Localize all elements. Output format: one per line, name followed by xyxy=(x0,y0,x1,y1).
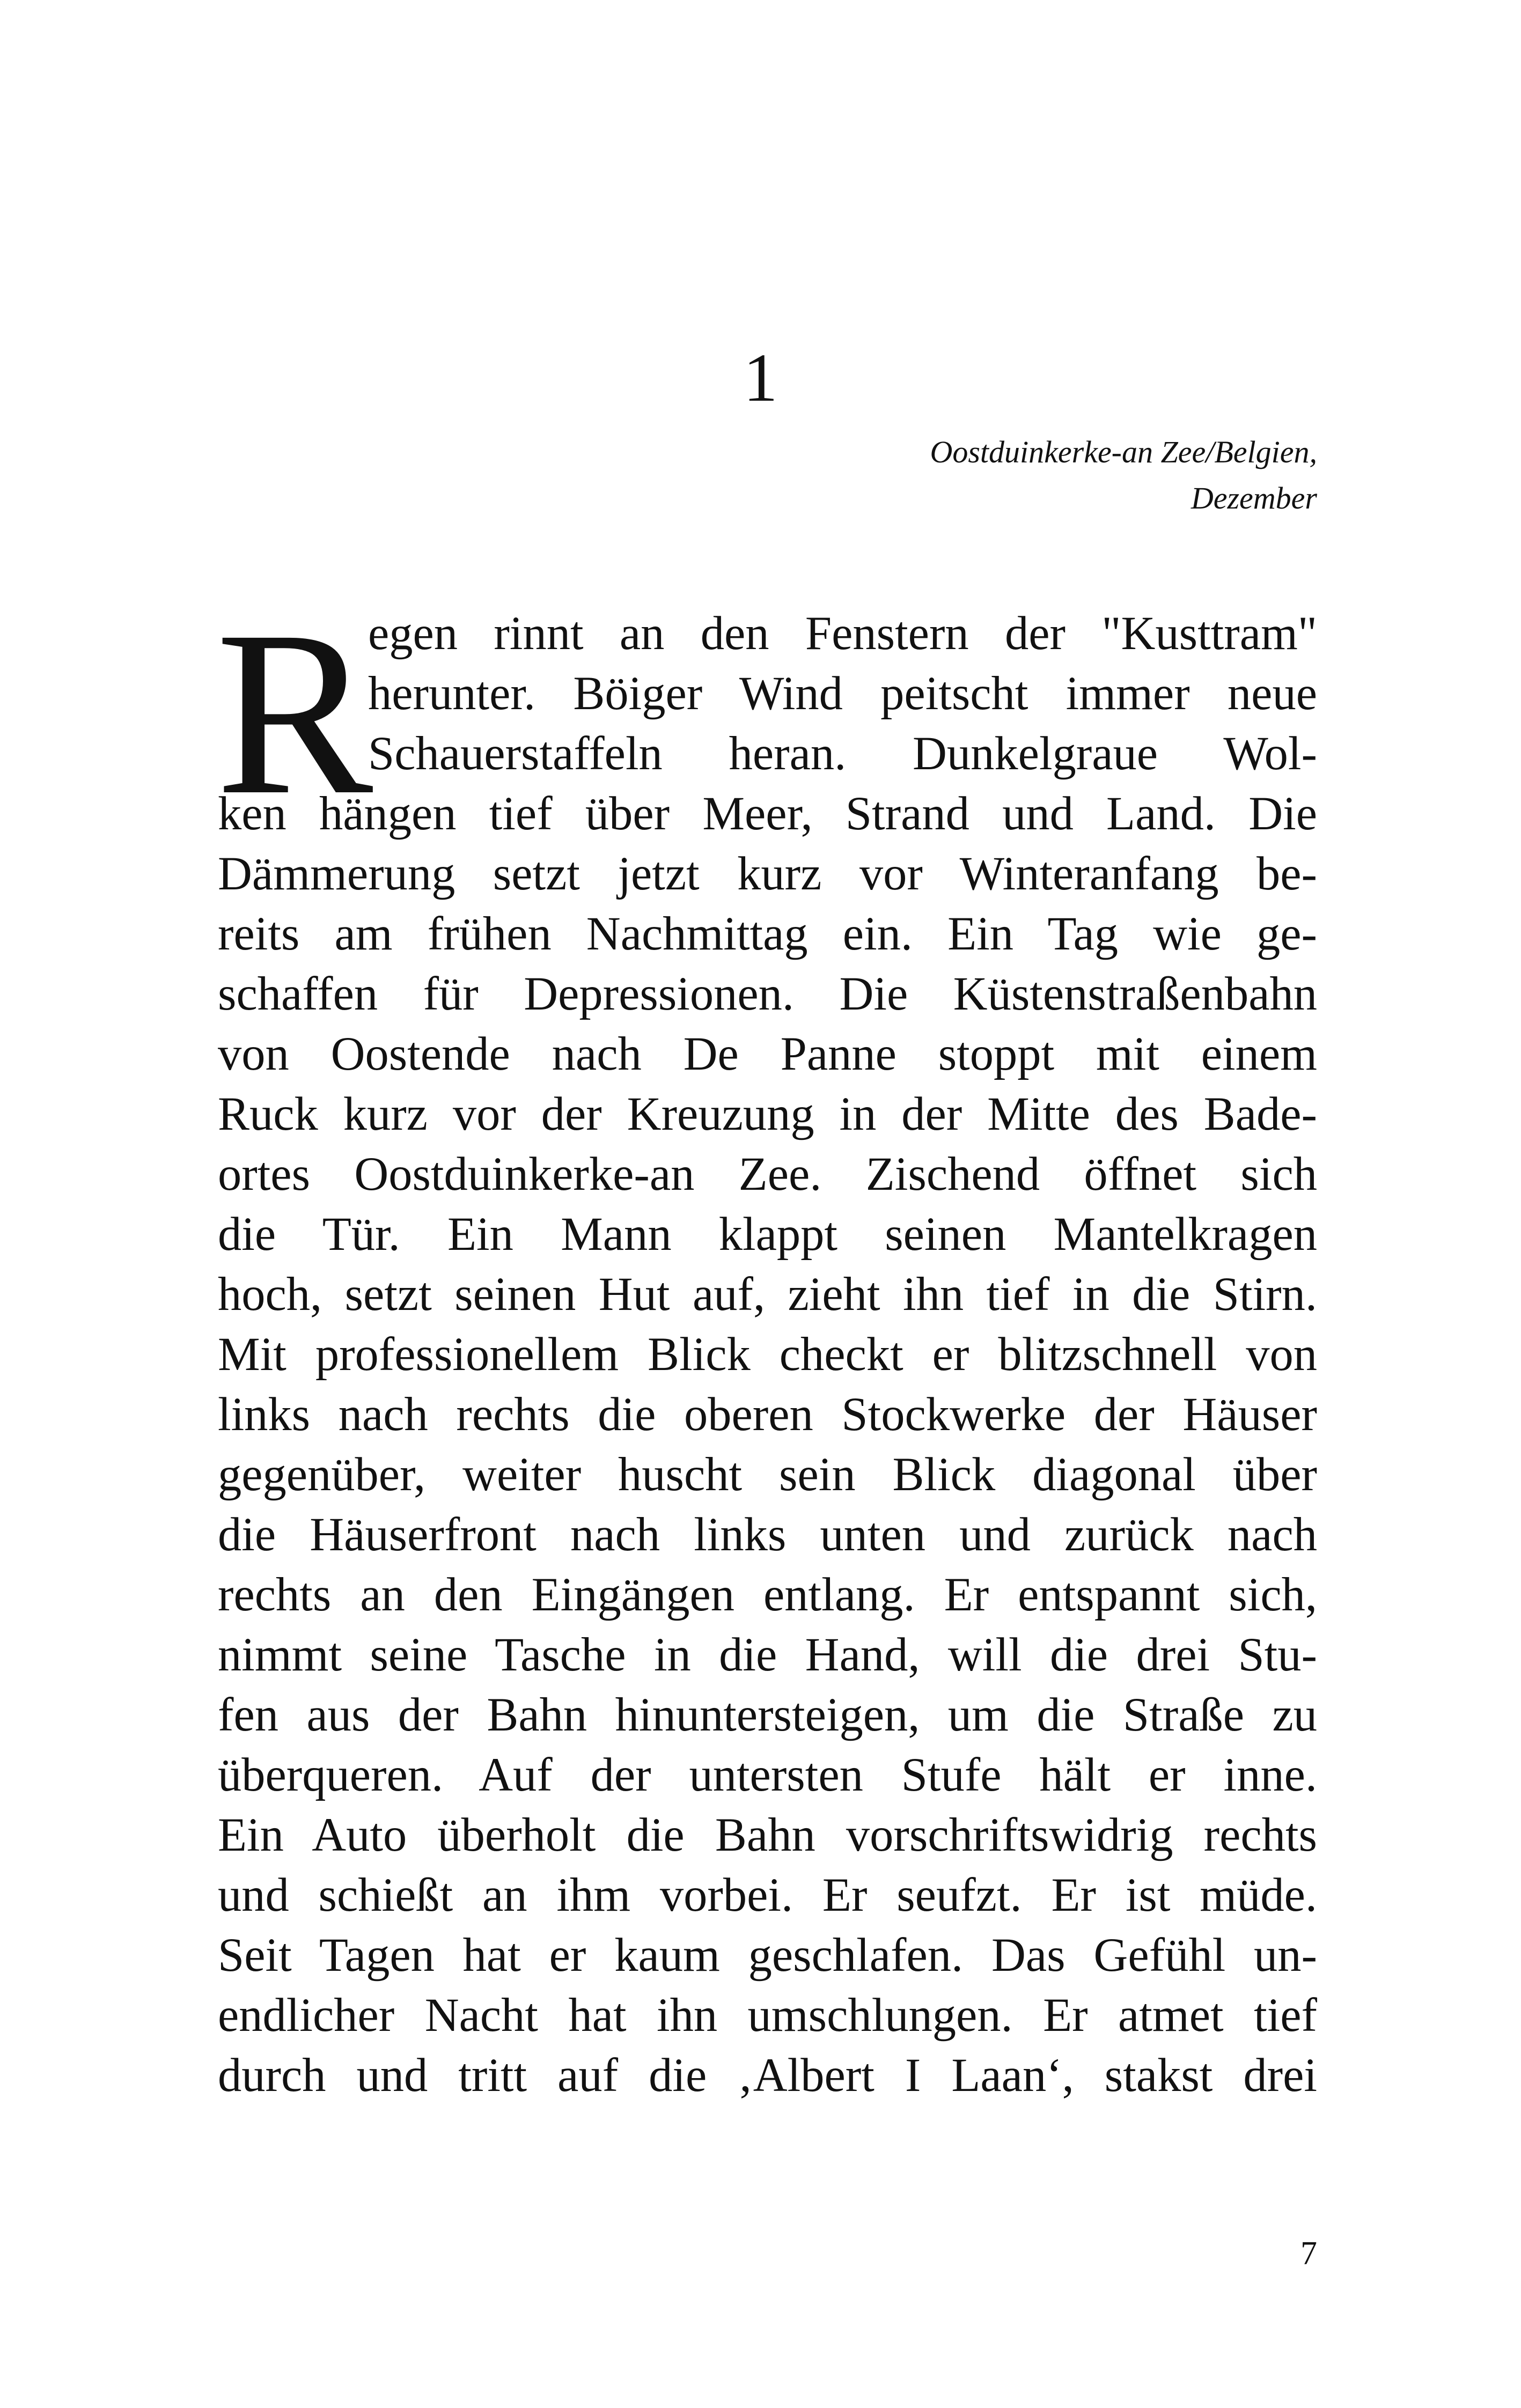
text-line: endlicher Nacht hat ihn umschlungen. Er atmet tief xyxy=(218,1989,1317,2042)
chapter-dateline xyxy=(673,429,1317,521)
text-line: durch und tritt auf die ‚Albert I Laan‘, stakst drei xyxy=(218,2049,1317,2102)
text-line: ken hängen tief über Meer, Strand und Land. Die xyxy=(218,787,1317,840)
text-line: Seit Tagen hat er kaum geschlafen. Das Gefühl un- xyxy=(218,1929,1317,1982)
text-line: von Oostende nach De Panne stoppt mit einem xyxy=(218,1028,1317,1080)
text-line: rechts an den Eingängen entlang. Er entspannt sich, xyxy=(218,1568,1317,1621)
text-line: die Tür. Ein Mann klappt seinen Mantelkragen xyxy=(218,1208,1317,1261)
text-line: fen aus der Bahn hinuntersteigen, um die Straße zu xyxy=(218,1689,1317,1741)
text-line: links nach rechts die oberen Stockwerke der Häuser xyxy=(218,1388,1317,1441)
text-line: schaffen für Depressionen. Die Küstenstraßenbahn xyxy=(218,968,1317,1020)
text-line: Ruck kurz vor der Kreuzung in der Mitte des Bade- xyxy=(218,1088,1317,1140)
text-line: ortes Oostduinkerke-an Zee. Zischend öffnet sich xyxy=(218,1148,1317,1201)
chapter-number: 1 xyxy=(743,340,778,416)
text-line: herunter. Böiger Wind peitscht immer neue xyxy=(368,667,1317,720)
page-number: 7 xyxy=(1300,2235,1317,2272)
dateline-month: Dezember xyxy=(1191,481,1317,516)
text-line: hoch, setzt seinen Hut auf, zieht ihn tief in die Stirn. xyxy=(218,1268,1317,1321)
text-line: Dämmerung setzt jetzt kurz vor Winteranfang be- xyxy=(218,848,1317,900)
text-line: egen rinnt an den Fenstern der "Kusttram" xyxy=(368,607,1317,660)
drop-cap-letter: R xyxy=(216,583,373,844)
text-line: und schießt an ihm vorbei. Er seufzt. Er ist müde. xyxy=(218,1869,1317,1921)
body-paragraph xyxy=(218,603,1317,2105)
text-line: reits am frühen Nachmittag ein. Ein Tag wie ge- xyxy=(218,908,1317,960)
text-line: überqueren. Auf der untersten Stufe hält er inne. xyxy=(218,1749,1317,1801)
text-line: gegenüber, weiter huscht sein Blick diagonal über xyxy=(218,1448,1317,1501)
dateline-place: Oostduinkerke-an Zee/Belgien, xyxy=(930,435,1317,469)
text-line: Mit professionellem Blick checkt er blitzschnell von xyxy=(218,1328,1317,1381)
text-line: die Häuserfront nach links unten und zurück nach xyxy=(218,1508,1317,1561)
text-line: Ein Auto überholt die Bahn vorschriftswidrig rechts xyxy=(218,1809,1317,1861)
text-line: nimmt seine Tasche in die Hand, will die drei Stu- xyxy=(218,1629,1317,1681)
text-line: Schauerstaffeln heran. Dunkelgraue Wol- xyxy=(368,727,1317,780)
